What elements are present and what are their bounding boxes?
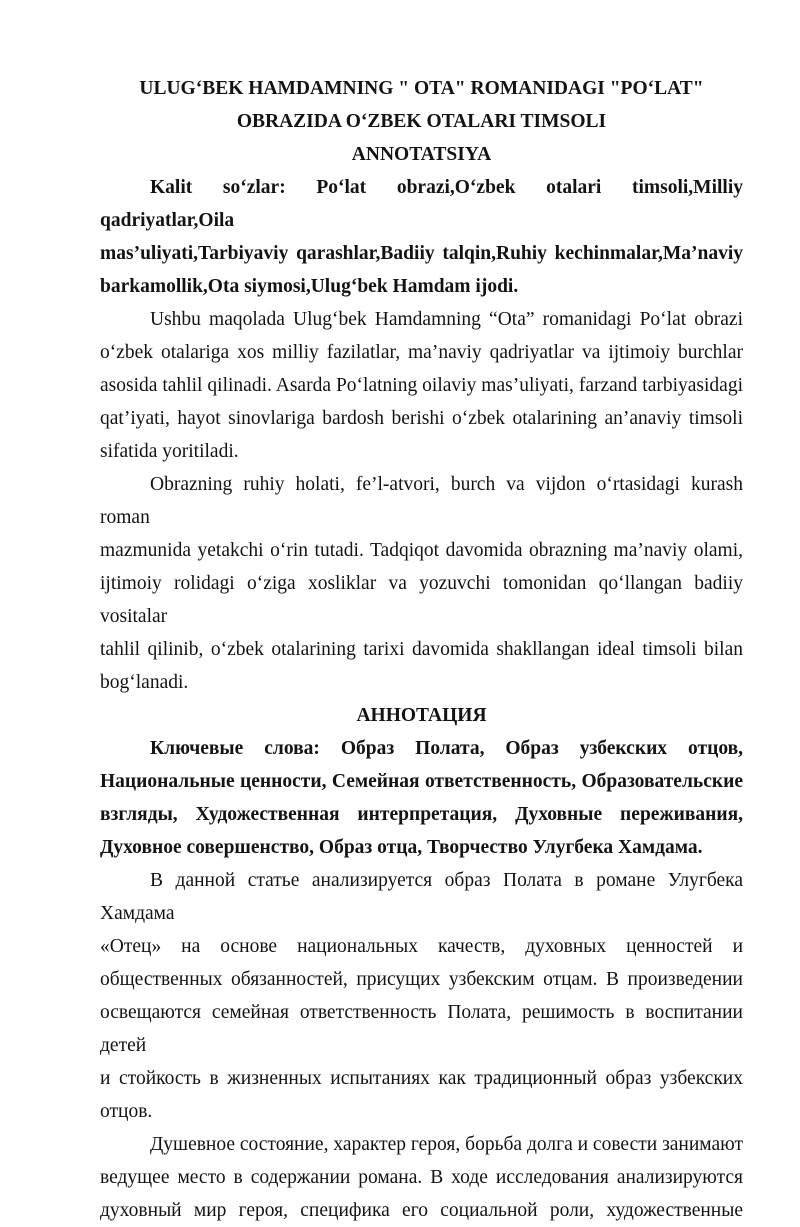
text-line: Национальные ценности, Семейная ответственность, Образовательские xyxy=(100,771,743,792)
text-line: общественных обязанностей, присущих узбекским отцам. В произведении xyxy=(100,969,743,990)
text-line: o‘zbek otalariga xos milliy fazilatlar, ma’naviy qadriyatlar va ijtimoiy burchlar xyxy=(100,342,743,363)
text-line: Душевное состояние, характер героя, борьба долга и совести занимают xyxy=(150,1134,743,1155)
text-line: asosida tahlil qilinadi. Asarda Po‘latning oilaviy mas’uliyati, farzand tarbiyasidagi xyxy=(100,375,743,396)
text-line: ведущее место в содержании романа. В ходе исследования анализируются xyxy=(100,1167,743,1188)
abstract-uz-paragraph-2 xyxy=(100,468,743,699)
text-line: «Отец» на основе национальных качеств, духовных ценностей и xyxy=(100,936,743,957)
text-line: tahlil qilinib, o‘zbek otalarining tarixi davomida shakllangan ideal timsoli bilan xyxy=(100,639,743,660)
article-title-line-2: OBRAZIDA O‘ZBEK OTALARI TIMSOLI xyxy=(236,111,607,132)
text-line: Ключевые слова: Образ Полата, Образ узбекских отцов, xyxy=(150,738,743,759)
text-line: Духовное совершенство, Образ отца, Творчество Улугбека Хамдама. xyxy=(100,837,703,858)
text-line: освещаются семейная ответственность Полата, решимость в воспитании детей xyxy=(100,1002,743,1056)
text-line: отцов. xyxy=(100,1101,153,1122)
text-line: barkamollik,Ota siymosi,Ulug‘bek Hamdam ijodi. xyxy=(100,276,519,297)
text-line: и стойкость в жизненных испытаниях как традиционный образ узбекских xyxy=(100,1068,743,1089)
text-line: mazmunida yetakchi o‘rin tutadi. Tadqiqot davomida obrazning ma’naviy olami, xyxy=(100,540,743,561)
annotation-heading-ru: АННОТАЦИЯ xyxy=(356,705,487,726)
text-line: духовный мир героя, специфика его социальной роли, художественные xyxy=(100,1200,743,1221)
article-title-line-1: ULUG‘BEK HAMDAMNING " OTA" ROMANIDAGI "PO‘LAT" xyxy=(139,78,704,99)
text-line: Obrazning ruhiy holati, fe’l-atvori, burch va vijdon o‘rtasidagi kurash roman xyxy=(100,474,743,528)
abstract-uz-paragraph-1 xyxy=(100,303,743,468)
text-line: mas’uliyati,Tarbiyaviy qarashlar,Badiiy talqin,Ruhiy kechinmalar,Ma’naviy xyxy=(100,243,743,264)
annotation-heading-uz: ANNOTATSIYA xyxy=(351,144,492,165)
text-line: sifatida yoritiladi. xyxy=(100,441,239,462)
abstract-ru-paragraph-1 xyxy=(100,864,743,1128)
keywords-paragraph-uz xyxy=(100,171,743,303)
text-line: Ushbu maqolada Ulug‘bek Hamdamning “Ota” romanidagi Po‘lat obrazi xyxy=(150,309,743,330)
abstract-ru-paragraph-2 xyxy=(100,1128,743,1227)
text-line: взгляды, Художественная интерпретация, Духовные переживания, xyxy=(100,804,743,825)
text-line: В данной статье анализируется образ Полата в романе Улугбека Хамдама xyxy=(100,870,743,924)
text-line: bog‘lanadi. xyxy=(100,672,189,693)
text-line: ijtimoiy rolidagi o‘ziga xosliklar va yozuvchi tomonidan qo‘llangan badiiy vositalar xyxy=(100,573,743,627)
text-line: qat’iyati, hayot sinovlariga bardosh berishi o‘zbek otalarining an’anaviy timsoli xyxy=(100,408,743,429)
keywords-paragraph-ru xyxy=(100,732,743,864)
text-line: Kalit so‘zlar: Po‘lat obrazi,O‘zbek otalari timsoli,Milliy qadriyatlar,Oila xyxy=(100,177,743,231)
